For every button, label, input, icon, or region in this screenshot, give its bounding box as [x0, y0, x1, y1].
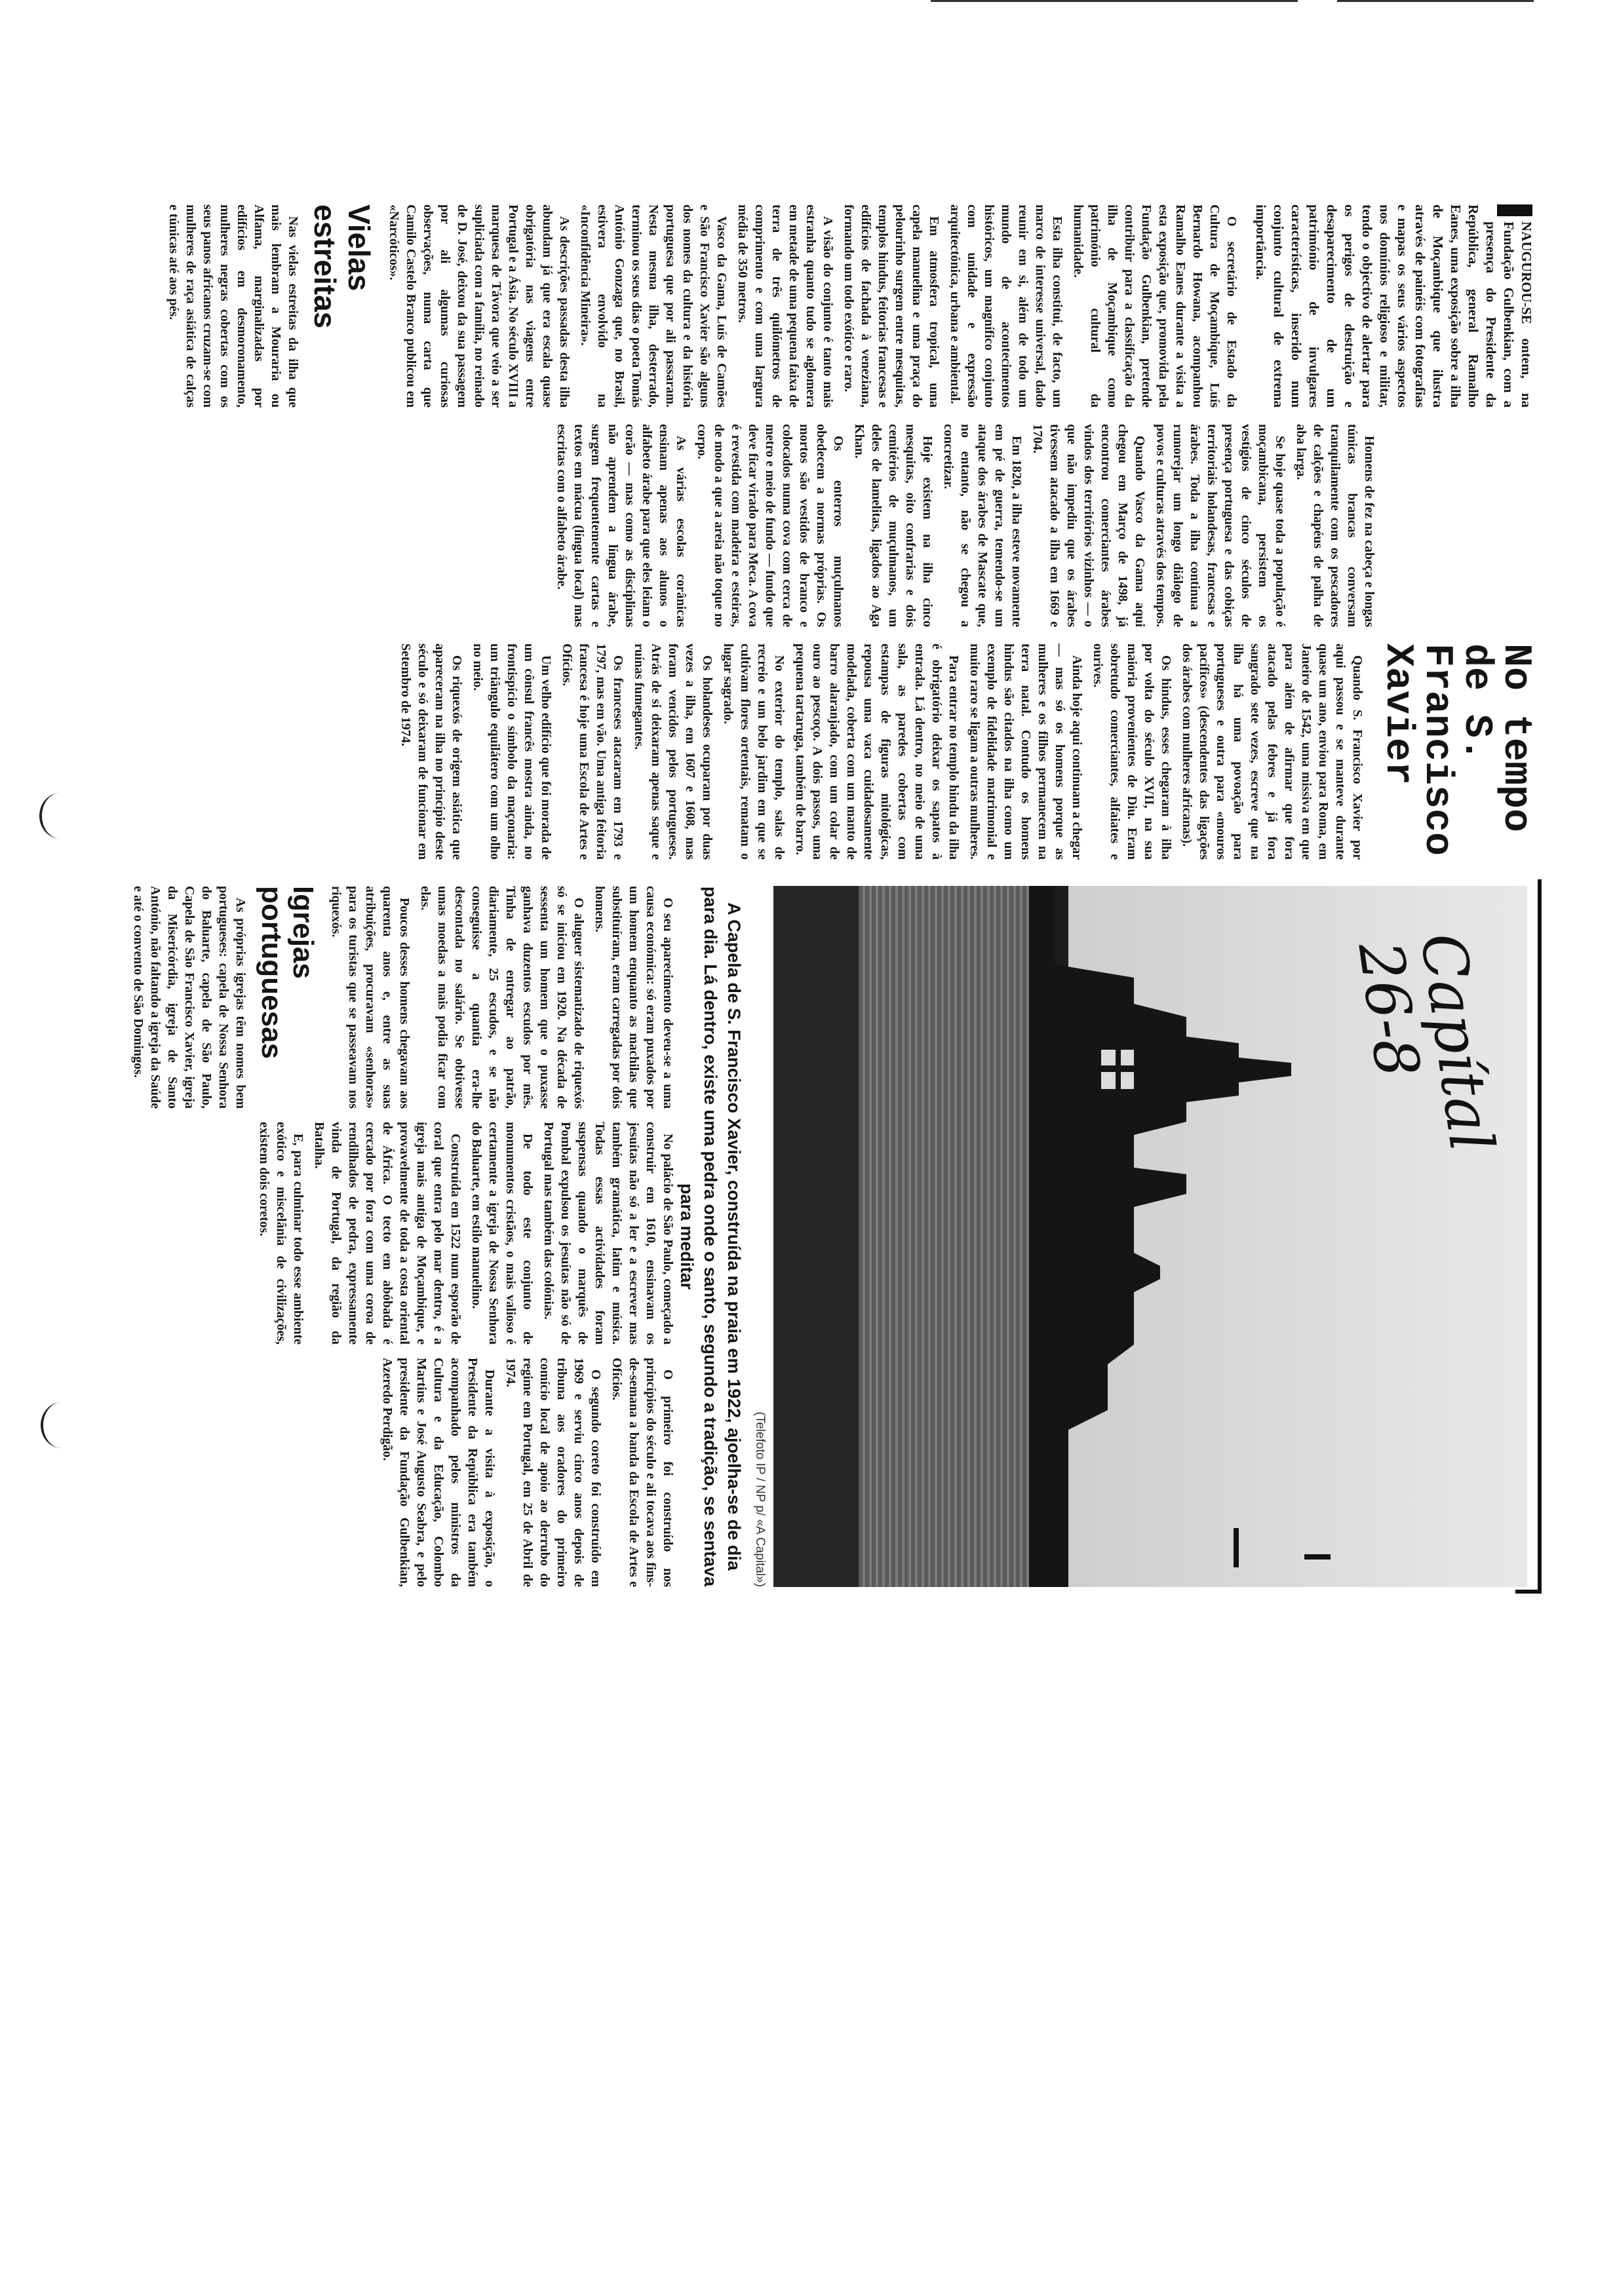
article-column-2: [172, 424, 1378, 627]
col5-paragraph: E, para culminar todo esse ambiente exótico e miscelânia de civilizações, existem dois coretos.: [257, 1122, 305, 1345]
col1-paragraph: O secretário de Estado da Cultura de Moçambique, Luís Bernardo Howana, acompanhou Ramalho Eanes durante a visita a esta exposição que, promovida pela Fundação Gulbenkian, pretende contribuir para a classificação da ilha de Moçambique como património cultural da humanidade.: [1071, 204, 1239, 408]
photo-right-rule: [1515, 1590, 1542, 1594]
col3-paragraph: Os riquexós de origem asiática que apareceram na ilha no princípio deste século e só deixaram de funcionar em Setembro de 1974.: [399, 643, 464, 860]
handwritten-note-text: Capítal 26-8: [1344, 928, 1508, 1156]
col6-paragraph: O segundo coreto foi construído em 1969 e serviu cinco anos depois de tribuna aos oradores do primeiro comício local de apoio ao derrubo do regime em Portugal, em 25 de Abril de 1974.: [503, 1358, 603, 1587]
photo-credit: [750, 886, 767, 1587]
col6-paragraph: O primeiro foi construído nos princípios do século e ali tocava aos fins-de-semana a banda da Escola de Artes e Ofícios.: [610, 1358, 675, 1587]
subhead-igrejas: Igrejas portuguesas: [256, 886, 319, 1060]
col1-paragraph: Em atmosfera tropical, uma capela manuelina e uma praça do pelourinho surgem entre mesquitas, templos hindus, feitorias francesas e edifícios de fachada à veneziana, formando um todo exótico e raro.: [842, 204, 941, 408]
col5-paragraph: Construída em 1522 num esporão de coral que entra pelo mar dentro, é a igreja mais antiga de Moçambique, e provavelmente de toda a costa oriental de África. O tecto em abóbada é cercado por fora com uma coroa de rendilhados de pedra, expressamente vinda de Portugal, da região da Batalha.: [312, 1122, 463, 1345]
col3-paragraph: No exterior do templo, salas de recreio e um belo jardim em que se cultivam flores ortentais, rematam o lugar sagrado.: [721, 643, 787, 860]
article-column-5: [172, 1122, 676, 1345]
col3-paragraph: Os franceses atacaram em 1793 e 1797, mas em vão. Uma antiga feitoria francesa é hoje uma Escola de Artes e Ofícios.: [560, 643, 625, 860]
col2-paragraph: Quando Vasco da Gama aqui chegou em Março de 1498, já encontrou comerciantes árabes vindos dos territórios vizinhos — o que não impediu que os árabes tivessem atacado a ilha em 1669 e 1704.: [1030, 424, 1147, 627]
photo-caption-text: A Capela de S. Francisco Xavier, construída na praia em 1922, ajoelha-se de dia para dia. Lá dentro, existe uma pedra onde o santo, segundo a tradição, se sentava para meditar: [677, 886, 744, 1587]
col6-paragraph: Durante a visita à exposição, o Presidente da República era também acompanhado pelos ministros da Cultura e da Educação, Colombo Martins e José Augusto Seabra, e pelo presidente da Fundação Gulbenkian, Azeredo Perdigão.: [380, 1358, 497, 1587]
article-column-6: [172, 1358, 676, 1587]
col1-paragraph: Esta ilha constitui, de facto, um marco de interesse universal, dado reunir em si, além de todo um mundo de acontecimentos históricos, um magnífico conjunto com unidade e expressão arquitectónica, urbana e ambiental.: [948, 204, 1064, 408]
col4-paragraph: O aluguer sistematizado de riquexós só se iniciou em 1920. Na década de sessenta um homem que o puxasse ganhava duzentos escudos por mês. Tinha de entregar ao patrão, diariamente, 25 escudos, e se não conseguisse a quantia era-lhe descontada no salário. Se obtivesse umas moedas a mais podia ficar com elas.: [418, 886, 586, 1109]
col3-paragraph: Um velho edifício que foi morada de um cônsul francês mostra ainda, no frontispício o símbolo da maçonaria: um triângulo equilátero com um olho no meio.: [471, 643, 553, 860]
scan-edge-line: [931, 0, 1298, 2]
subhead-vielas: Vielas estreitas: [308, 204, 376, 329]
article-column-1: [166, 204, 1535, 408]
col2-paragraph: Homens de fez na cabeça e longas túnicas brancas conversam tranquilamente com os pescadores de calções e chapéus de palha de aba larga.: [1294, 424, 1376, 627]
handwritten-note: [1330, 928, 1508, 1157]
col4-tail: As próprias igrejas têm nomes bem portugueses: capela de Nossa Senhora do Baluarte, capela de São Paulo, Capela de São Francisco Xavier, igreja da Misericórdia, igreja de Santo António, não faltando a igreja da Saúde e até o convento de São Domingos.: [131, 886, 248, 1109]
col2-paragraph: Os enterros muçulmanos obedecem a normas próprias. Os mortos são vestidos de branco e colocados numa cova com cerca de metro e meio de fundo — fundo que deve ficar virado para Meca. A cova é revestida com madeira e esteiras, de modo a que a areia não toque no corpo.: [695, 424, 846, 627]
col3-paragraph: Ainda hoje aqui continuam a chegar — mas só os homens porque as mulheres e os filhos permanecem na terra natal. Contudo os homens hindus são citados na ilha como um exemplo de fidelidade matrimonial e muito raro se ligam a outras mulheres.: [967, 643, 1084, 860]
scan-mark: [39, 793, 81, 839]
article-lead-text: NAUGUROU-SE ontem, na Fundação Gulbenkian, com a presença do Presidente da República, general Ramalho Eanes, uma exposição sobre a ilha de Moçambique que ilustra através de painéis com fotografias e mapas os seus vários aspectos nos domínios religioso e militar, tendo o objectivo de alertar para os perigos de destruição e desaparecimento de um património de invulgares características, inserido num conjunto cultural de extrema importância.: [1253, 204, 1534, 408]
article-column-3: [172, 643, 1538, 860]
col3-paragraph: Quando S. Francisco Xavier por aqui passou e se manteve durante quase um ano, enviou para Roma, em Janeiro de 1542, uma missiva em que para além de afirmar que fora atacado pelas febres e já fora sangrado sete vezes, escreve que na ilha há uma povoação para portugueses e outra para «mouros pacíficos» (descendentes das ligações dos árabes com mulheres africanas).: [1180, 643, 1365, 860]
col3-paragraph: Os hindus, esses chegaram à ilha por volta do século XVII, na sua maioria provenientes de Diu. Eram sobretudo comerciantes, alfaiates e ourives.: [1091, 643, 1173, 860]
drop-initial: [1497, 204, 1532, 216]
article-column-4: [131, 886, 676, 1109]
article-title: No tempo de S. Francisco Xavier: [1375, 643, 1538, 856]
chapel-photo: [773, 886, 1527, 1587]
col2-paragraph: Hoje existem na ilha cinco mesquitas, oito confrarias e dois cemitérios de muçulmanos, um deles de lamelitas, ligados ao Aga Khan.: [852, 424, 935, 627]
col2-paragraph: Em 1820, a ilha esteve novamente em pé de guerra, temendo-se um ataque dos árabes de Mascate que, no entanto, não se chegou a concretizar.: [941, 424, 1024, 627]
photo-caption: [677, 886, 746, 1587]
col4-paragraph: Poucos desses homens chegavam aos quarenta anos e, entre as suas atribuições, procuravam «senhoras» para os turistas que se passeavam nos riquexós.: [329, 886, 412, 1109]
col3-paragraph: Os holandeses ocuparam por duas vezes a ilha, em 1607 e 1608, mas foram vencidos pelos portugueses. Atrás de si deixaram apenas saque e ruínas fumegantes.: [632, 643, 714, 860]
scan-edge-line: [1337, 0, 1534, 2]
col4-paragraph: O seu aparecimento deveu-se a uma causa económica: só eram puxados por um homem enquanto as machilas que substituíram, eram carregadas por dois homens.: [593, 886, 675, 1109]
photo-top-rule: [1538, 879, 1542, 1594]
article-lead: [1252, 204, 1535, 408]
scan-mark: [41, 1402, 83, 1448]
col1-paragraph: Vasco da Gama, Luís de Camões e São Francisco Xavier são alguns dos nomes da cultura e da história portuguesa que por ali passaram. Nesta mesma ilha, desterrado, terminou os seus dias o poeta Tomás António Gonzaga que, no Brasil, estivera envolvido na «Inconfidência Mineira».: [578, 204, 729, 408]
col2-paragraph: As várias escolas corânicas ensinam apenas aos alunos o alfabeto árabe para que eles leiam o corão — mas como as disciplinas não aprendem a língua árabe, surgem frequentemente cartas e textos em mácua (língua local) mas escritas com o alfabeto árabe.: [555, 424, 688, 627]
col2-paragraph: Se hoje quase toda a população é moçambicana, persistem os vestígios de cinco séculos de presença portuguesa e das cobiças territoriais holandesas, francesas e árabes. Toda a ilha continua a rumorejar um longo diálogo de povos e culturas através dos tempos.: [1154, 424, 1287, 627]
col5-paragraph: No palácio de São Paulo, começado a construir em 1610, ensinavam os jesuítas não só a ler e a escrever mas também gramática, latim e música. Todas essas actividades foram suspensas quando o marquês de Pombal expulsou os jesuítas não só de Portugal mas também das colónias.: [541, 1122, 675, 1345]
col1-tail: Nas vielas estreitas da ilha que mais lembram a Mouraria ou Alfama, marginalizadas por edifícios em desmoronamento, mulheres negras cobertas com os seus panos africanos cruzam-se com mulheres de raça asiática de calças e túnicas até aos pés.: [166, 204, 300, 408]
rotated-newspaper-page: [131, 204, 1542, 2210]
col5-paragraph: De todo este conjunto de monumentos cristãos, o mais valioso é certamente a igreja de Nossa Senhora do Baluarte, em estilo manuelino.: [469, 1122, 535, 1345]
shore-wall: [859, 886, 1029, 1587]
col1-paragraph: A visão do conjunto é tanto mais estranha quanto tudo se aglomera em metade de uma pequena faixa de terra de três quilómetros de comprimento e com uma largura média de 350 metros.: [735, 204, 835, 408]
col1-paragraph: As descrições passadas desta ilha abundam já que era escala quase obrigatória nas viagens entre Portugal e a Ásia. No século XVIII a marquesa de Távora que veio a ser supliciada com a família, no reinado de D. José, deixou da sua passagem por ali algumas curiosas observações, numa carta que Camilo Castelo Branco publicou em «Narcóticos».: [387, 204, 572, 408]
col3-paragraph: Para entrar no templo hindu da ilha é obrigatório deixar os sapatos à entrada. Lá dentro, no meio de uma sala, as paredes cobertas com estampas de figuras mitológicas, repousa uma vaca cuidadosamente modelada, coberta com um manto de barro alaranjado, com um colar de ouro ao pescoço. A dois passos, uma pequena tartaruga, também de barro.: [793, 643, 961, 860]
photo-credit-text: (Telefoto IP / NP p/ «A Capital»): [753, 1411, 767, 1587]
